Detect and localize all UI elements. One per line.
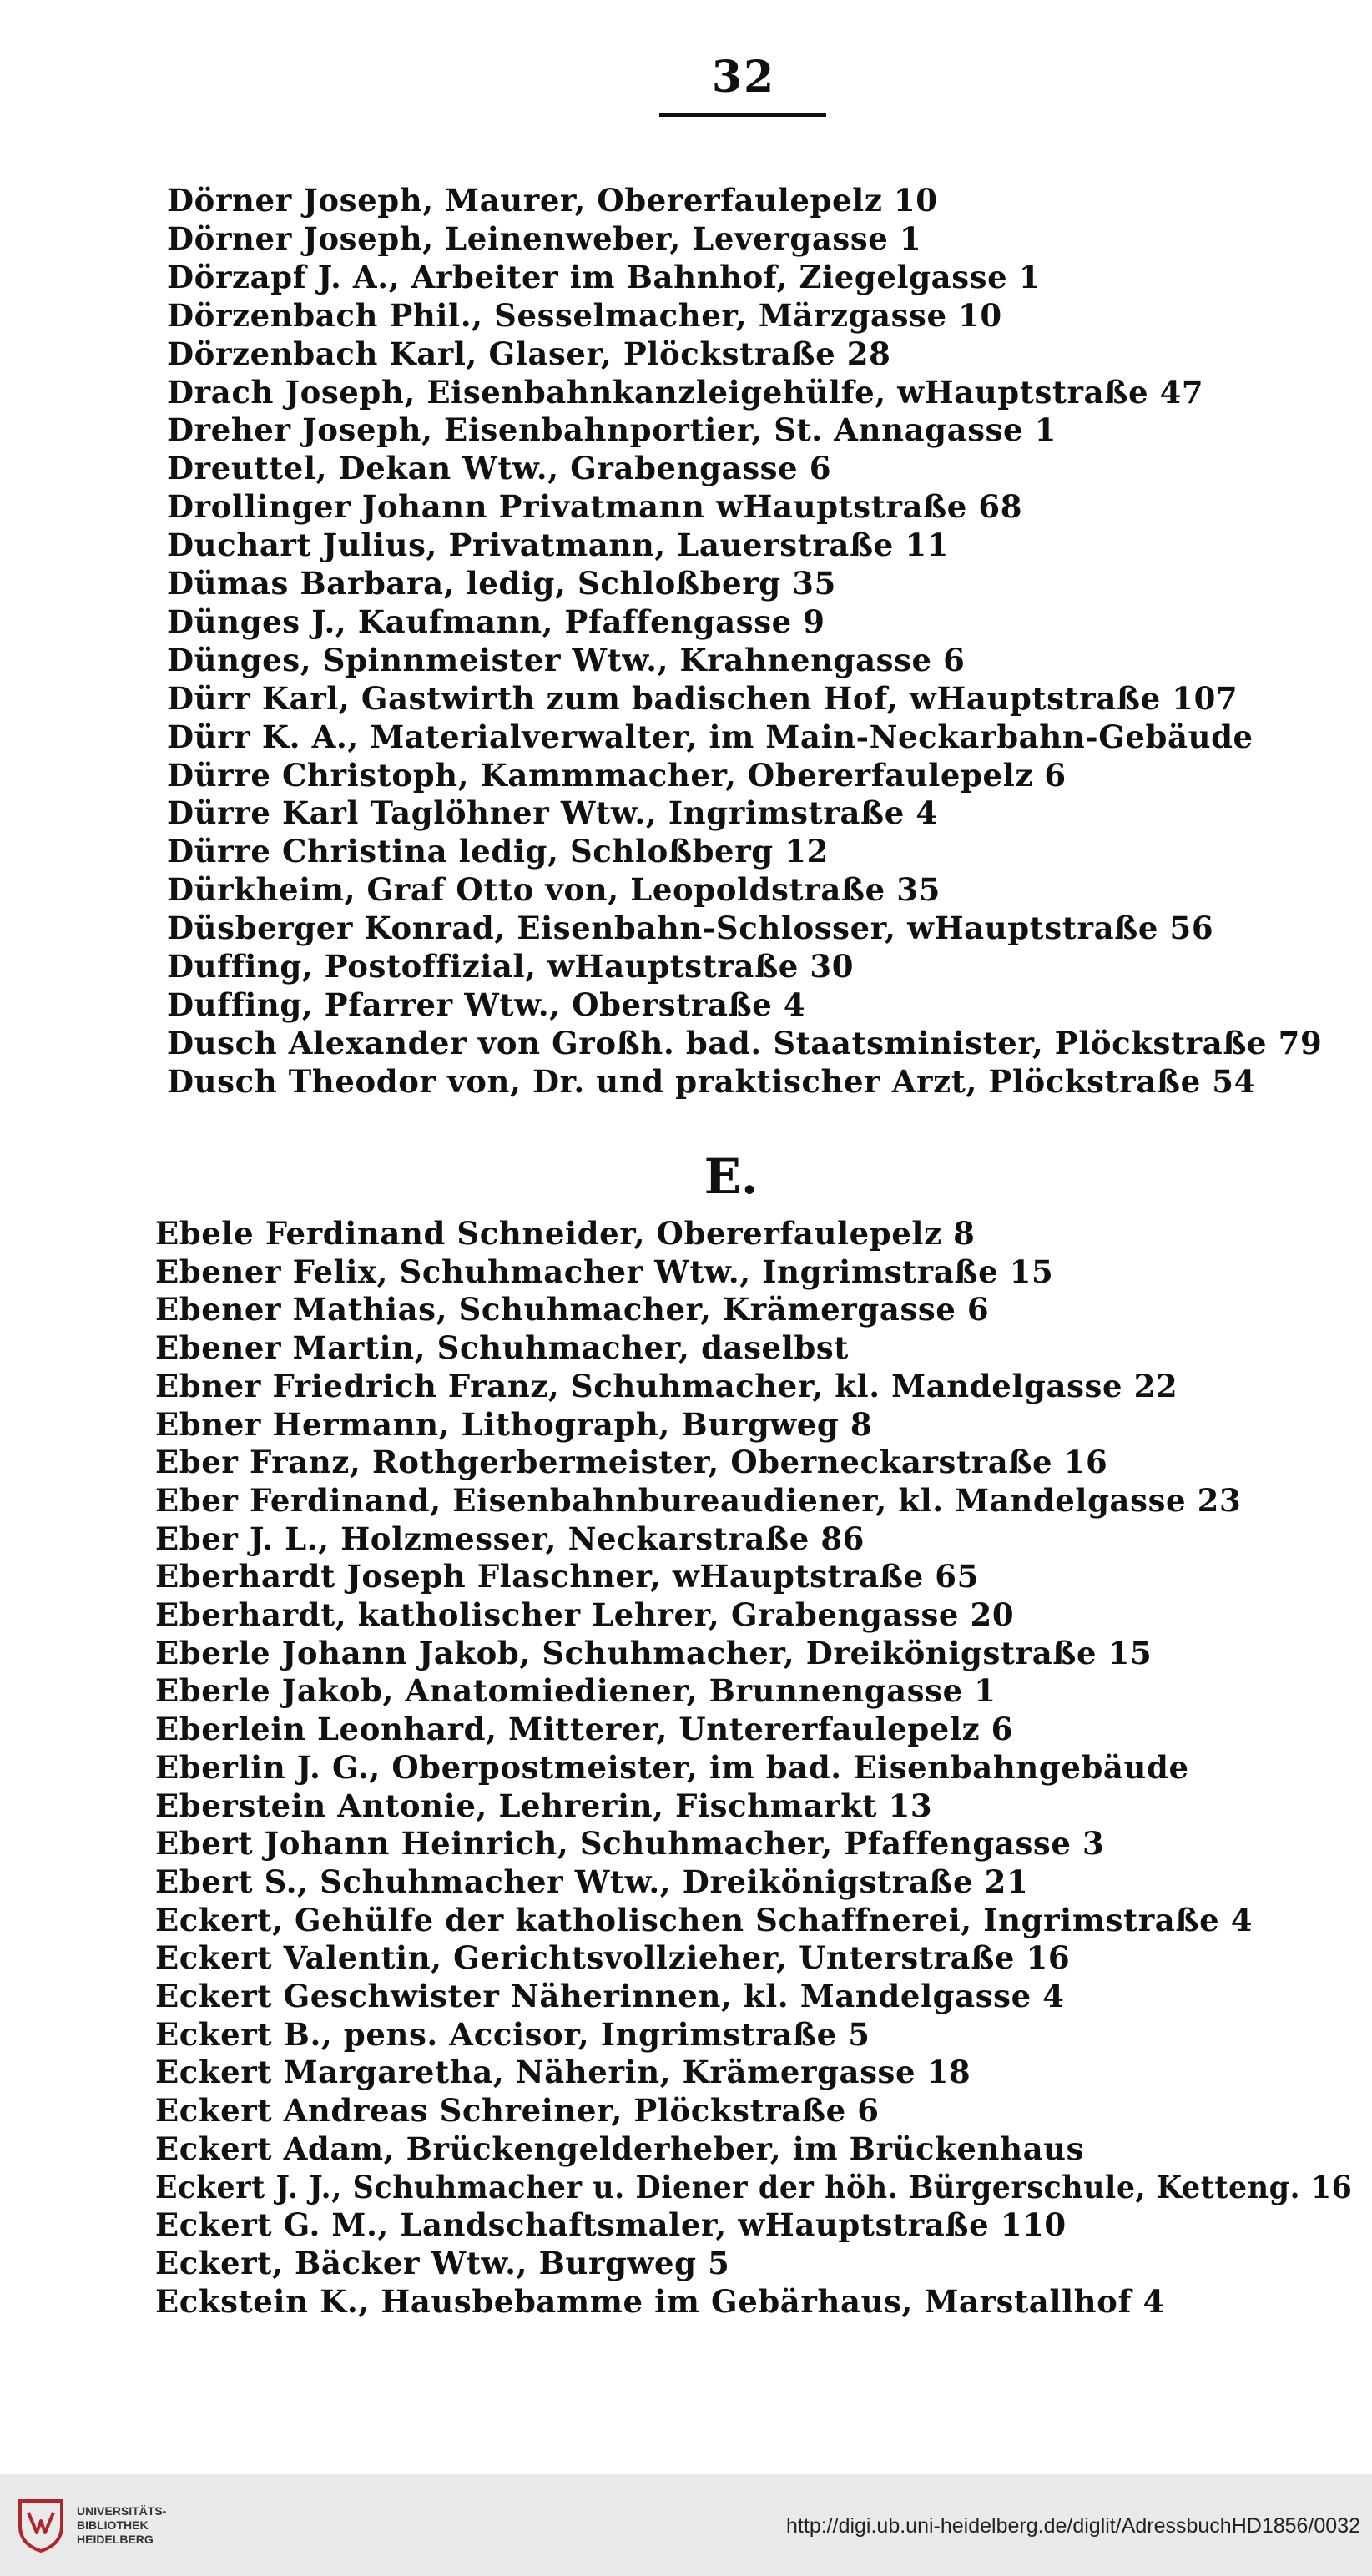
- directory-entry: Dünges, Spinnmeister Wtw., Krahnengasse 6: [167, 641, 966, 678]
- directory-entry: Dörzenbach Phil., Sesselmacher, Märzgasse 10: [167, 296, 1002, 334]
- directory-entry: Dürre Christoph, Kammmacher, Obererfaulepelz 6: [167, 756, 1067, 794]
- directory-entry: Dürre Christina ledig, Schloßberg 12: [167, 833, 829, 870]
- directory-entry: Duffing, Postoffizial, wHauptstraße 30: [167, 948, 855, 985]
- directory-entry: Eckert J. J., Schuhmacher u. Diener der höh. Bürgerschule, Ketteng. 16: [155, 2168, 1353, 2205]
- directory-entry: Drollinger Johann Privatmann wHauptstraße 68: [167, 488, 1023, 526]
- directory-entry: Düsberger Konrad, Eisenbahn-Schlosser, wHauptstraße 56: [167, 910, 1214, 947]
- directory-entry: Ebert Johann Heinrich, Schuhmacher, Pfaffengasse 3: [155, 1825, 1105, 1863]
- directory-entry: Dünges J., Kaufmann, Pfaffengasse 9: [167, 602, 825, 640]
- directory-entry: Ebener Mathias, Schuhmacher, Krämergasse 6: [155, 1291, 990, 1328]
- directory-entry: Dusch Alexander von Großh. bad. Staatsminister, Plöckstraße 79: [167, 1024, 1323, 1061]
- directory-entry: Dusch Theodor von, Dr. und praktischer Arzt, Plöckstraße 54: [167, 1062, 1256, 1100]
- directory-entry: Drach Joseph, Eisenbahnkanzleigehülfe, wHauptstraße 47: [167, 373, 1204, 411]
- directory-entry: Eberlin J. G., Oberpostmeister, im bad. Eisenbahngebäude: [155, 1748, 1189, 1786]
- directory-entry: Dürr Karl, Gastwirth zum badischen Hof, wHauptstraße 107: [167, 679, 1238, 717]
- directory-entry: Eckert Andreas Schreiner, Plöckstraße 6: [155, 2092, 880, 2130]
- footer-url[interactable]: http://digi.ub.uni-heidelberg.de/diglit/AdressbuchHD1856/0032: [786, 2514, 1360, 2538]
- directory-entry: Eberhardt, katholischer Lehrer, Grabengasse 20: [155, 1596, 1015, 1633]
- directory-entry: Dörner Joseph, Leinenweber, Levergasse 1: [167, 219, 922, 257]
- directory-entry: Eberstein Antonie, Lehrerin, Fischmarkt 13: [155, 1787, 933, 1824]
- directory-entry: Duchart Julius, Privatmann, Lauerstraße 11: [167, 527, 950, 564]
- directory-entry: Eckstein K., Hausbebamme im Gebärhaus, Marstallhof 4: [155, 2282, 1165, 2320]
- directory-entry: Eckert Margaretha, Näherin, Krämergasse 18: [155, 2054, 971, 2091]
- directory-entry: Eckert Adam, Brückengelderheber, im Brückenhaus: [155, 2130, 1085, 2167]
- directory-entry: Eckert G. M., Landschaftsmaler, wHauptstraße 110: [155, 2206, 1067, 2244]
- directory-entry: Eber Ferdinand, Eisenbahnbureaudiener, kl. Mandelgasse 23: [155, 1481, 1242, 1519]
- footer-bar: [0, 2474, 1372, 2576]
- directory-entry: Eber Franz, Rothgerbermeister, Oberneckarstraße 16: [155, 1444, 1108, 1481]
- footer-institution: UNIVERSITÄTS- BIBLIOTHEK HEIDELBERG: [77, 2504, 167, 2546]
- directory-entry: Ebner Friedrich Franz, Schuhmacher, kl. Mandelgasse 22: [155, 1367, 1178, 1404]
- directory-entry: Eckert B., pens. Accisor, Ingrimstraße 5: [155, 2015, 870, 2053]
- directory-entry: Eber J. L., Holzmesser, Neckarstraße 86: [155, 1520, 865, 1557]
- directory-entry: Eberlein Leonhard, Mitterer, Untererfaulepelz 6: [155, 1711, 1014, 1748]
- directory-entry: Eckert Valentin, Gerichtsvollzieher, Unterstraße 16: [155, 1939, 1071, 1977]
- section-letter: E.: [704, 1148, 759, 1205]
- directory-entry: Dreuttel, Dekan Wtw., Grabengasse 6: [167, 450, 832, 487]
- directory-entry: Eberhardt Joseph Flaschner, wHauptstraße 65: [155, 1558, 979, 1596]
- directory-entry: Eberle Jakob, Anatomiediener, Brunnengasse 1: [155, 1672, 996, 1710]
- page-number: 32: [711, 52, 776, 103]
- directory-entry: Eberle Johann Jakob, Schuhmacher, Dreikönigstraße 15: [155, 1634, 1153, 1671]
- directory-entry: Ebert S., Schuhmacher Wtw., Dreikönigstraße 21: [155, 1863, 1029, 1900]
- directory-entry: Dümas Barbara, ledig, Schloßberg 35: [167, 565, 836, 602]
- directory-entry: Dürkheim, Graf Otto von, Leopoldstraße 35: [167, 871, 941, 909]
- directory-entry: Dürre Karl Taglöhner Wtw., Ingrimstraße 4: [167, 794, 938, 832]
- directory-entry: Eckert, Gehülfe der katholischen Schaffnerei, Ingrimstraße 4: [155, 1901, 1253, 1938]
- directory-entry: Ebener Martin, Schuhmacher, daselbst: [155, 1329, 849, 1367]
- directory-entry: Dörzenbach Karl, Glaser, Plöckstraße 28: [167, 335, 891, 372]
- directory-entry: Ebner Hermann, Lithograph, Burgweg 8: [155, 1405, 873, 1443]
- university-seal-icon: [15, 2496, 67, 2554]
- directory-entry: Ebener Felix, Schuhmacher Wtw., Ingrimstraße 15: [155, 1253, 1054, 1290]
- directory-entry: Dörzapf J. A., Arbeiter im Bahnhof, Ziegelgasse 1: [167, 258, 1042, 295]
- directory-entry: Dürr K. A., Materialverwalter, im Main-Neckarbahn-Gebäude: [167, 718, 1253, 755]
- directory-entry: Dörner Joseph, Maurer, Obererfaulepelz 10: [167, 182, 938, 219]
- directory-entry: Dreher Joseph, Eisenbahnportier, St. Annagasse 1: [167, 411, 1057, 449]
- directory-entry: Eckert Geschwister Näherinnen, kl. Mandelgasse 4: [155, 1978, 1065, 2014]
- directory-entry: Duffing, Pfarrer Wtw., Oberstraße 4: [167, 986, 806, 1023]
- directory-entry: Eckert, Bäcker Wtw., Burgweg 5: [155, 2244, 730, 2281]
- page-number-rule: [659, 113, 826, 117]
- directory-entry: Ebele Ferdinand Schneider, Obererfaulepelz 8: [155, 1215, 976, 1252]
